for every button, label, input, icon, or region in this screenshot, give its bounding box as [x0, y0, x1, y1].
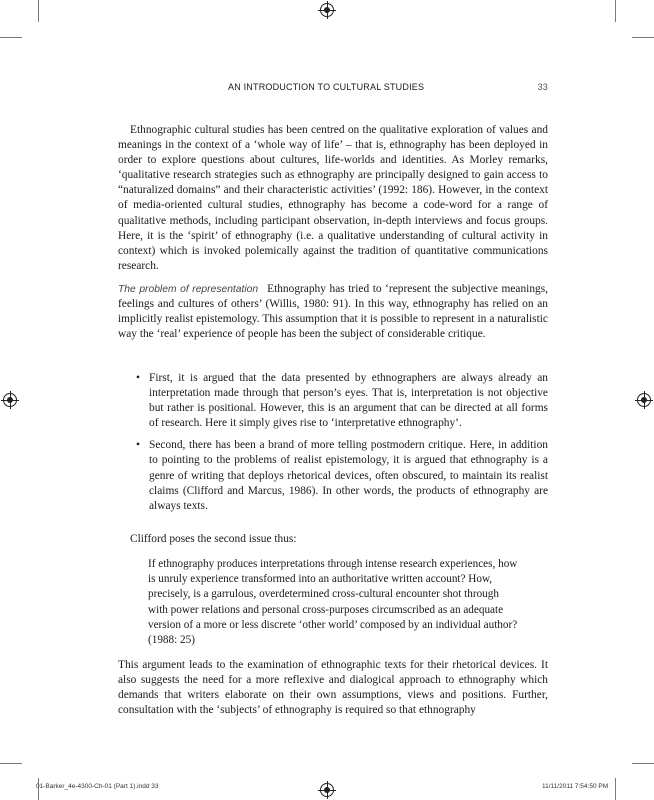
timestamp: 11/11/2011 7:54:50 PM	[542, 783, 609, 790]
list-item-text: Second, there has been a brand of more telling postmodern critique. Here, in addition to pointing to the problems of realist epistemology, it is argued that ethnography is a genre of writing that deploys rhetorical devices, often obscured, to maintain its realist claims (Clifford and Marcus, 1986). In other words, the products of ethnography are always texts.	[149, 439, 548, 512]
paragraph: Clifford poses the second issue thus:	[130, 533, 297, 545]
registration-mark-icon	[320, 3, 334, 17]
registration-mark-icon	[320, 783, 334, 797]
list-item-text: First, it is argued that the data presented by ethnographers are always already an interpretation made through that person’s eyes. That is, interpretation is not objective but rather is positional. However, this is an argument that can be directed at all forms of research. Here it simply gives rise to ‘interpretative ethnography’.	[149, 372, 548, 430]
crop-mark	[632, 37, 654, 38]
file-slug: 01-Barker_4e-4300-Ch-01 (Part 1).indd 33	[36, 783, 159, 790]
crop-mark	[0, 763, 22, 764]
crop-mark	[38, 0, 39, 22]
registration-mark-icon	[3, 393, 17, 407]
paragraph-text: Ethnography has tried to ‘represent the subjective meanings, feelings and cultures of others’ (Willis, 1980: 91). In this way, ethnography has relied on an implicitly realist epistemology. This assumption that it is possible to represent in a naturalistic way the ‘real’ experience of people has been the subject of considerable critique.	[118, 283, 548, 341]
running-header	[118, 82, 548, 96]
bullet-icon: •	[136, 439, 140, 452]
running-title: AN INTRODUCTION TO CULTURAL STUDIES	[228, 82, 425, 92]
list-item	[134, 371, 548, 431]
bullet-icon: •	[136, 372, 140, 384]
crop-mark	[0, 37, 22, 38]
paragraph: This argument leads to the examination of ethnographic texts for their rhetorical devices. It also suggests the need for a more reflexive and dialogical approach to ethnography which demands that writers elaborate on their own assumptions, views and positions. Further, consultation with the ‘subjects’ of ethnography is required so that ethnography	[118, 659, 548, 717]
list-item	[134, 438, 548, 513]
page-number: 33	[537, 82, 548, 92]
paragraph: Ethnographic cultural studies has been centred on the qualitative exploration of values and meanings in the context of a ‘whole way of life’ – that is, ethnography has been deployed in order to explore questions about cultures, life-worlds and identities. As Morley remarks, ‘qualitative research strategies such as ethnography are principally designed to gain access to “naturalized domains” and their characteristic activities’ (1992: 186). However, in the context of media-oriented cultural studies, ethnography has become a code-word for a range of qualitative methods, including participant observation, in-depth interviews and focus groups. Here, it is the ‘spirit’ of ethnography (i.e. a qualitative understanding of cultural activity in context) which is invoked polemically against the tradition of quantitative communications research.	[118, 124, 548, 272]
crop-mark	[615, 778, 616, 800]
crop-mark	[632, 763, 654, 764]
crop-mark	[615, 0, 616, 22]
section-heading: The problem of representation	[118, 284, 259, 295]
registration-mark-icon	[637, 393, 651, 407]
paragraph	[118, 282, 548, 342]
bullet-list	[134, 371, 548, 521]
block-quote: If ethnography produces interpretations through intense research experiences, how is unruly experience transformed into an authoritative written account? How, precisely, is a garrulous, overdetermined cross-cultural encounter shot through with power relations and personal cross-purposes circumscribed as an adequate version of a more or less discrete ‘other world’ composed by an individual author? (1988: 25)	[148, 558, 518, 647]
